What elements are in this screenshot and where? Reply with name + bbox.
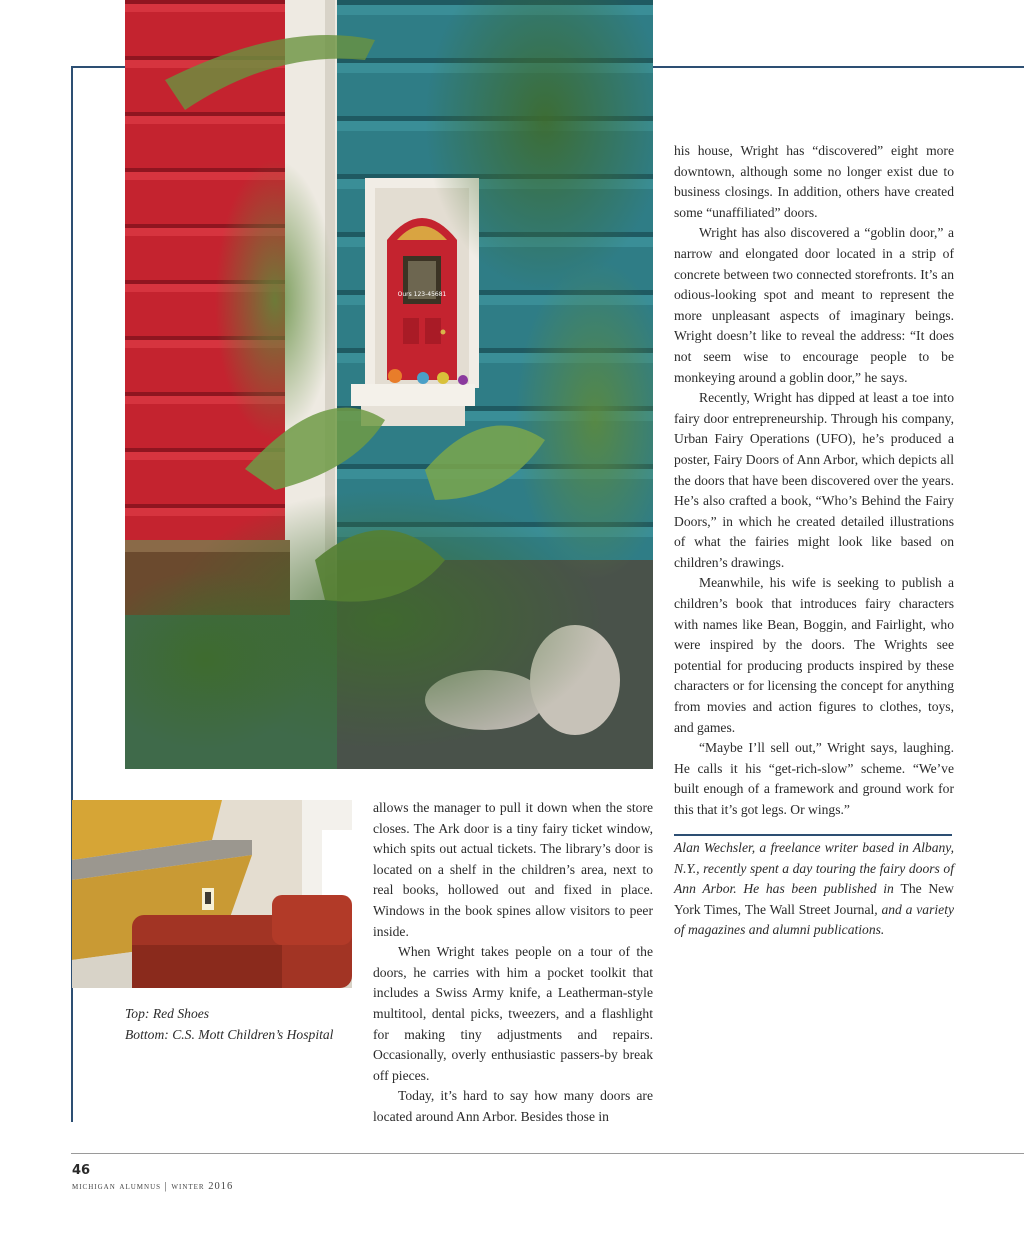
- article-paragraph: his house, Wright has “discovered” eight more downtown, although some no longer exist due to business closings. In addition, others have created some “unaffiliated” doors.: [674, 143, 954, 220]
- caption-bottom: Bottom: C.S. Mott Children’s Hospital: [125, 1026, 334, 1042]
- photo-red-shoes-fairy-door: [125, 0, 653, 769]
- article-paragraph: When Wright takes people on a tour of the doors, he carries with him a pocket toolkit that includes a Swiss Army knife, a Leatherman-style multitool, dental picks, tweezers, and a flashlight for making tiny adjustments and repairs. Occasionally, overly enthusiastic passers-by break off pieces.: [373, 944, 653, 1083]
- page-number: 46: [72, 1163, 91, 1178]
- article-paragraph: allows the manager to pull it down when the store closes. The Ark door is a tiny fairy ticket window, which spits out actual tickets. The library’s door is located on a shelf in the children’s area, next to real books, hollowed out and fixed in place. Windows in the book spines allow visitors to peer inside.: [373, 800, 653, 939]
- publication-name: michigan alumnus: [72, 1181, 162, 1192]
- footer-separator: |: [164, 1181, 168, 1192]
- author-bio: [674, 838, 954, 941]
- photo-hospital-illustration: [72, 800, 352, 988]
- caption-top: Top: Red Shoes: [125, 1006, 210, 1021]
- photo-red-shoes-illustration: [125, 0, 653, 769]
- article-column-middle: [373, 798, 653, 1128]
- issue-date: winter 2016: [171, 1181, 234, 1192]
- photo-mott-childrens-hospital: [72, 800, 352, 988]
- bio-text: , and a variety of magazines and alumni publications.: [674, 901, 955, 938]
- article-paragraph: “Maybe I’ll sell out,” Wright says, laughing. He calls it his “get-rich-slow” scheme. “We’ve built enough of a framework and ground work for this that it’s got legs. Or wings.”: [674, 740, 954, 817]
- bio-divider: [674, 834, 952, 836]
- article-column-right: [674, 141, 954, 821]
- running-footer: [72, 1181, 233, 1192]
- article-paragraph: Meanwhile, his wife is seeking to publish a children’s book that introduces fairy characters with names like Bean, Boggin, and Fairlight, who were inspired by the doors. The Wrights see potential for producing products inspired by these characters or for licensing the concept for anything from movies and action figures to clothes, toys, and games.: [674, 575, 954, 735]
- bio-publication: The New York Times: [674, 881, 955, 917]
- article-paragraph: Wright has also discovered a “goblin door,” a narrow and elongated door located in a strip of concrete between two connected storefronts. It’s an odious-looking spot and meant to represent the more unpleasant aspects of imaginary beings. Wright doesn’t like to reveal the address: “It does not seem wise to encourage people to be monkeying around a goblin door,” he says.: [674, 225, 954, 385]
- photo-caption: [125, 1004, 365, 1045]
- bio-separator: ,: [737, 901, 745, 917]
- article-paragraph: Today, it’s hard to say how many doors are located around Ann Arbor. Besides those in: [373, 1088, 653, 1124]
- article-paragraph: Recently, Wright has dipped at least a toe into fairy door entrepreneurship. Through his company, Urban Fairy Operations (UFO), he’s produced a poster, Fairy Doors of Ann Arbor, which depicts all the doors that have been discovered over the years. He’s also crafted a book, “Who’s Behind the Fairy Doors,” in which he created detailed illustrations of what the fairies might look like based on children’s drawings.: [674, 390, 954, 570]
- door-sign: Ours 123-45681: [397, 291, 447, 298]
- footer-rule: [71, 1153, 1024, 1154]
- bio-text: Alan Wechsler, a freelance writer based in Albany, N.Y., recently spent a day touring the fairy doors of Ann Arbor. He has been published in: [674, 840, 954, 897]
- bio-publication: The Wall Street Journal: [744, 901, 875, 917]
